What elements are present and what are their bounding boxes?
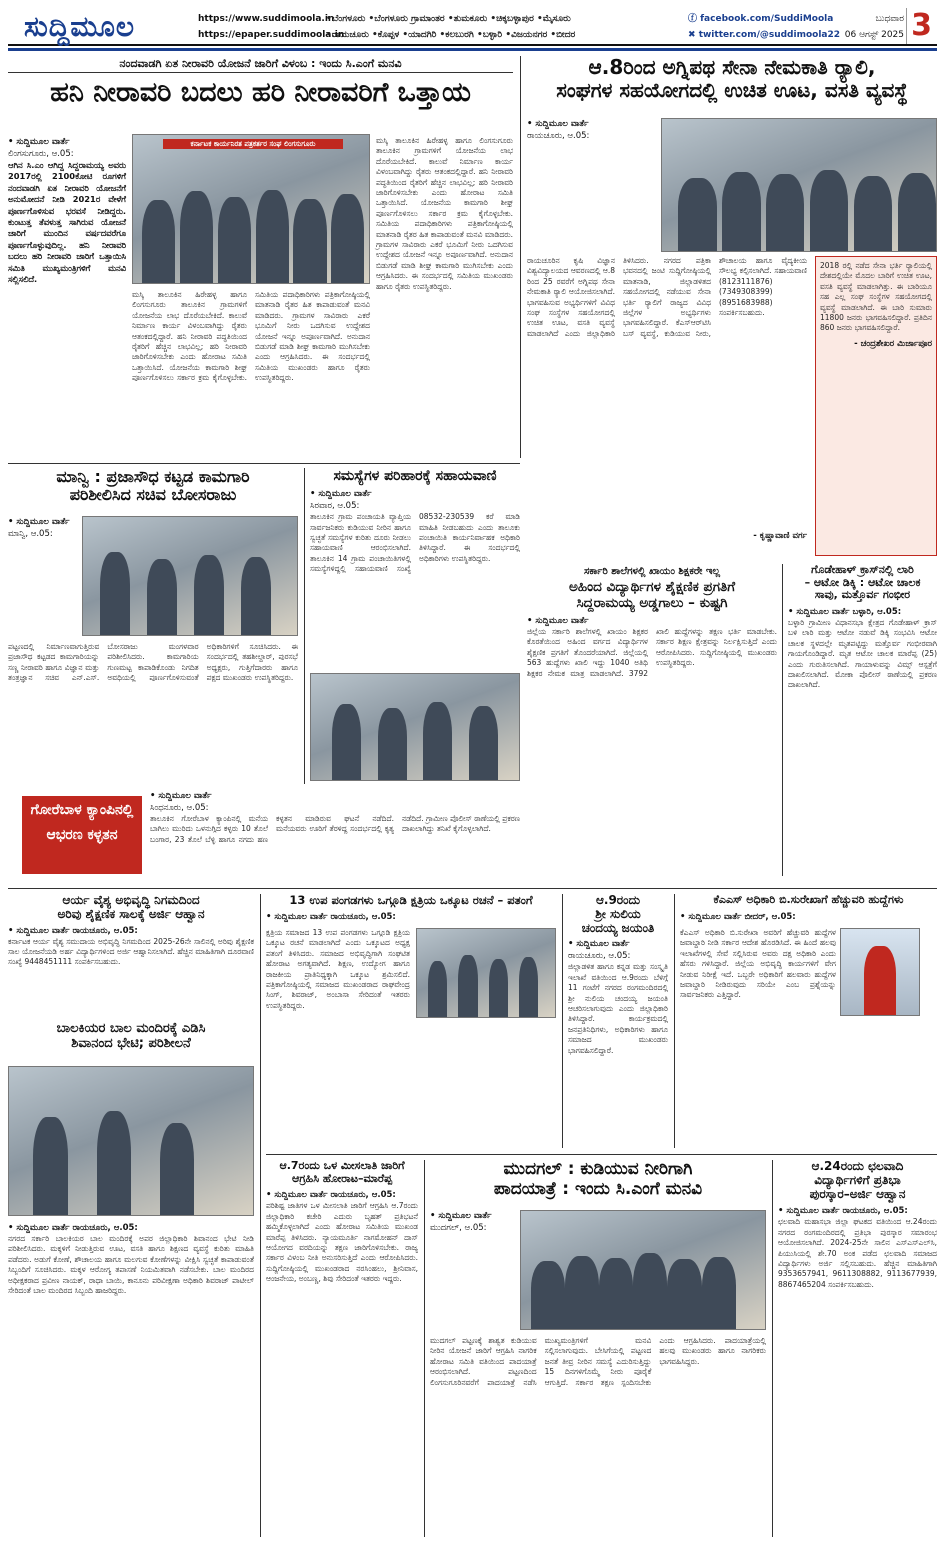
balakiyara-headline-2[interactable]: ಶಿವಾನಂದ ಭೇಟಿ; ಪರಿಶೀಲನೆ	[71, 1035, 191, 1051]
olamisalati-body: ಪರಿಶಿಷ್ಟ ಜಾತಿಗಳ ಒಳ ಮೀಸಲಾತಿ ಜಾರಿಗೆ ಆಗ್ರಹಿಸಿ ಆ.7ರಂದು ಜಿಲ್ಲಾಧಿಕಾರಿ ಕಚೇರಿ ಎದುರು ಬೃಹತ್ ಪ್ರತಿಭಟನೆ ಹಮ್ಮಿಕೊಳ್ಳಲಾಗಿದೆ ಎಂದು ಹೋರಾಟ ಸಮಿತಿಯ ಮುಖಂಡ ಮಾರೆಪ್ಪ ತಿಳಿಸಿದರು. ನ್ಯಾಯಮೂರ್ತಿ ನಾಗಮೋಹನ್ ದಾಸ್ ಆಯೋಗದ ವರದಿಯನ್ನು ತಕ್ಷಣ ಜಾರಿಗೊಳಿಸಬೇಕು. ರಾಜ್ಯ ಸರ್ಕಾರ ವಿಳಂಬ ನೀತಿ ಅನುಸರಿಸುತ್ತಿದೆ ಎಂದು ಆರೋಪಿಸಿದರು. ಸುದ್ದಿಗೋಷ್ಠಿಯಲ್ಲಿ ಮುಖಂಡರಾದ ನರಸಿಂಹಲು, ಶ್ರೀನಿವಾಸ, ಆಂಜನೇಯ, ಅಂಬಣ್ಣ, ಶಿವು ಸೇರಿದಂತೆ ಇತರರು ಇದ್ದರು.	[266, 1201, 418, 1284]
kas-story	[680, 894, 937, 1148]
olamisalati-byline: • ಸುದ್ದಿಮೂಲ ವಾರ್ತೆ ರಾಯಚೂರು, ಆ.05:	[266, 1190, 396, 1201]
agnipath-photo[interactable]	[661, 118, 937, 252]
helpline-byline: • ಸುದ್ದಿಮೂಲ ವಾರ್ತೆ	[310, 489, 372, 500]
saliya-byline: • ಸುದ್ದಿಮೂಲ ವಾರ್ತೆ	[568, 939, 630, 950]
arya-body: ಕರ್ನಾಟಕ ಆರ್ಯ ವೈಶ್ಯ ಸಮುದಾಯ ಅಭಿವೃದ್ಧಿ ನಿಗಮದಿಂದ 2025-26ನೇ ಸಾಲಿನಲ್ಲಿ ಅರಿವು ಶೈಕ್ಷಣಿಕ ಸಾಲ ಯೋಜನೆಯಡಿ ಅರ್ಹ ವಿದ್ಯಾರ್ಥಿಗಳಿಂದ ಅರ್ಜಿ ಆಹ್ವಾನಿಸಲಾಗಿದೆ. ಹೆಚ್ಚಿನ ಮಾಹಿತಿಗಾಗಿ ದೂರವಾಣಿ ಸಂಖ್ಯೆ 9448451111 ಸಂಪರ್ಕಿಸಬಹುದು.	[8, 936, 254, 967]
kas-portrait[interactable]	[840, 928, 920, 1016]
gorebal-body: ತಾಲೂಕಿನ ಗೋರೆಬಾಳ ಕ್ಯಾಂಪಿನಲ್ಲಿ ಮನೆಯ ಬಾಗಿಲು ಮುರಿದು ಒಳನುಗ್ಗಿದ ಕಳ್ಳರು 10 ತೊಲೆ ಬಂಗಾರ, 23 ತೊಲೆ ಬೆಳ್ಳಿ ಹಾಗೂ ನಗದು ಹಣ ಕಳ್ಳತನ ಮಾಡಿರುವ ಘಟನೆ ನಡೆದಿದೆ. ಮನೆಯವರು ಊರಿಗೆ ತೆರಳಿದ್ದ ಸಂದರ್ಭದಲ್ಲಿ ಕೃತ್ಯ ನಡೆದಿದೆ. ಗ್ರಾಮೀಣ ಪೊಲೀಸ್ ಠಾಣೆಯಲ್ಲಿ ಪ್ರಕರಣ ದಾಖಲಾಗಿದ್ದು ತನಿಖೆ ಕೈಗೊಳ್ಳಲಾಗಿದೆ.	[150, 814, 520, 844]
olamisalati-headline-1[interactable]: ಆ.7ರಂದು ಒಳ ಮೀಸಲಾತಿ ಜಾರಿಗೆ	[279, 1160, 405, 1172]
agnipath-body: ರಾಯಚೂರಿನ ಕೃಷಿ ವಿಜ್ಞಾನ ವಿಶ್ವವಿದ್ಯಾಲಯದ ಆವರಣದಲ್ಲಿ ಆ.8 ರಿಂದ 25 ರವರೆಗೆ ಅಗ್ನಿಪಥ ಸೇನಾ ನೇಮಕಾತಿ ರ್‍ಯಾಲಿ ಆಯೋಜಿಸಲಾಗಿದೆ. ಭಾಗವಹಿಸುವ ಅಭ್ಯರ್ಥಿಗಳಿಗೆ ವಿವಿಧ ಸಂಘ ಸಂಸ್ಥೆಗಳ ಸಹಯೋಗದಲ್ಲಿ ಉಚಿತ ಊಟ, ವಸತಿ ವ್ಯವಸ್ಥೆ ಮಾಡಲಾಗಿದೆ ಎಂದು ಜಿಲ್ಲಾಧಿಕಾರಿ ತಿಳಿಸಿದರು. ನಗರದ ಪತ್ರಿಕಾ ಭವನದಲ್ಲಿ ಜಂಟಿ ಸುದ್ದಿಗೋಷ್ಠಿಯಲ್ಲಿ ಮಾತನಾಡಿ, ಜಿಲ್ಲಾಡಳಿತದ ಸಹಯೋಗದಲ್ಲಿ ನಡೆಯುವ ಸೇನಾ ಭರ್ತಿ ರ್‍ಯಾಲಿಗೆ ರಾಜ್ಯದ ವಿವಿಧ ಜಿಲ್ಲೆಗಳ ಅಭ್ಯರ್ಥಿಗಳು ಭಾಗವಹಿಸಲಿದ್ದಾರೆ. ಕೆಎಸ್ಆರ್‌ಟಿಸಿ ಬಸ್ ವ್ಯವಸ್ಥೆ, ಕುಡಿಯುವ ನೀರು, ಶೌಚಾಲಯ ಹಾಗೂ ವೈದ್ಯಕೀಯ ಸೌಲಭ್ಯ ಕಲ್ಪಿಸಲಾಗಿದೆ. ಸಹಾಯವಾಣಿ (8123111876) (7349308399) (8951683988) ಸಂಪರ್ಕಿಸಬಹುದು.	[527, 256, 807, 338]
manvi-body: ಪಟ್ಟಣದಲ್ಲಿ ನಿರ್ಮಾಣವಾಗುತ್ತಿರುವ ಪ್ರಜಾಸೌಧ ಕಟ್ಟಡದ ಕಾಮಗಾರಿಯನ್ನು ಸಣ್ಣ ನೀರಾವರಿ ಹಾಗೂ ವಿಜ್ಞಾನ ಮತ್ತು ತಂತ್ರಜ್ಞಾನ ಸಚಿವ ಎನ್.ಎಸ್. ಬೋಸರಾಜು ಮಂಗಳವಾರ ಪರಿಶೀಲಿಸಿದರು. ಕಾಮಗಾರಿಯ ಗುಣಮಟ್ಟ ಕಾಪಾಡಿಕೊಂಡು ನಿಗದಿತ ಅವಧಿಯಲ್ಲಿ ಪೂರ್ಣಗೊಳಿಸುವಂತೆ ಅಧಿಕಾರಿಗಳಿಗೆ ಸೂಚಿಸಿದರು. ಈ ಸಂದರ್ಭದಲ್ಲಿ ತಹಶೀಲ್ದಾರ್, ಪುರಸಭೆ ಅಧ್ಯಕ್ಷರು, ಗುತ್ತಿಗೆದಾರರು ಹಾಗೂ ಪಕ್ಷದ ಮುಖಂಡರು ಉಪಸ್ಥಿತರಿದ್ದರು.	[8, 642, 298, 683]
balakiyara-headline-1[interactable]: ಬಾಲಕಿಯರ ಬಾಲ ಮಂದಿರಕ್ಕೆ ಎಡಿಸಿ	[56, 1022, 206, 1036]
helpline-story	[310, 468, 520, 784]
mudagal-body: ಮುದಗಲ್ ಪಟ್ಟಣಕ್ಕೆ ಶಾಶ್ವತ ಕುಡಿಯುವ ನೀರಿನ ಯೋಜನೆ ಜಾರಿಗೆ ಆಗ್ರಹಿಸಿ ನಾಗರಿಕ ಹೋರಾಟ ಸಮಿತಿ ವತಿಯಿಂದ ಪಾದಯಾತ್ರೆ ಆರಂಭಿಸಲಾಗಿದೆ. ಪಟ್ಟಣದಿಂದ ಲಿಂಗಸುಗೂರಿನವರೆಗೆ ಪಾದಯಾತ್ರೆ ನಡೆಸಿ ಮುಖ್ಯಮಂತ್ರಿಗಳಿಗೆ ಮನವಿ ಸಲ್ಲಿಸಲಾಗುವುದು. ಬೇಸಿಗೆಯಲ್ಲಿ ಪಟ್ಟಣದ ಜನತೆ ತೀವ್ರ ನೀರಿನ ಸಮಸ್ಯೆ ಎದುರಿಸುತ್ತಿದ್ದು 15 ದಿನಗಳಿಗೊಮ್ಮೆ ನೀರು ಪೂರೈಕೆ ಆಗುತ್ತಿದೆ. ಸರ್ಕಾರ ತಕ್ಷಣ ಸ್ಪಂದಿಸಬೇಕು ಎಂದು ಆಗ್ರಹಿಸಿದರು. ಪಾದಯಾತ್ರೆಯಲ್ಲಿ ಹಲವು ಮುಖಂಡರು ಹಾಗೂ ನಾಗರಿಕರು ಭಾಗವಹಿಸಿದ್ದರು.	[430, 1336, 766, 1387]
saliya-headline-2[interactable]: ಶ್ರೀ ಸುಲಿಯ	[595, 906, 641, 921]
helpline-body: ತಾಲೂಕಿನ ಗ್ರಾಮ ಪಂಚಾಯತಿ ವ್ಯಾಪ್ತಿಯ ಸಾರ್ವಜನಿಕರು ಕುಡಿಯುವ ನೀರಿನ ಹಾಗೂ ಸ್ವಚ್ಛತೆ ಸಮಸ್ಯೆಗಳ ಕುರಿತು ದೂರು ನೀಡಲು ಸಹಾಯವಾಣಿ ಆರಂಭಿಸಲಾಗಿದೆ. ತಾಲೂಕಿನ 14 ಗ್ರಾಮ ಪಂಚಾಯಿತಿಗಳಲ್ಲಿ ಸಮಸ್ಯೆಗಳಿದ್ದಲ್ಲಿ ಸಹಾಯವಾಣಿ ಸಂಖ್ಯೆ 08532-230539 ಕರೆ ಮಾಡಿ ಮಾಹಿತಿ ನೀಡಬಹುದು ಎಂದು ತಾಲೂಕು ಪಂಚಾಯಿತಿ ಕಾರ್ಯನಿರ್ವಾಹಕ ಅಧಿಕಾರಿ ತಿಳಿಸಿದ್ದಾರೆ. ಈ ಸಂದರ್ಭದಲ್ಲಿ ಅಧಿಕಾರಿಗಳು ಉಪಸ್ಥಿತರಿದ್ದರು.	[310, 512, 520, 574]
prathibha-headline-1[interactable]: ಆ.24ರಂದು ಛಲವಾದಿ	[811, 1160, 904, 1173]
manvi-headline-1[interactable]: ಮಾನ್ವಿ : ಪ್ರಜಾಸೌಧ ಕಟ್ಟಡ ಕಾಮಗಾರಿ	[56, 468, 250, 486]
gorebal-byline: • ಸುದ್ದಿಮೂಲ ವಾರ್ತೆ	[150, 791, 212, 801]
kshatriya-story	[266, 894, 556, 1148]
column-rule	[520, 56, 521, 458]
epaper-link[interactable]: https://epaper.suddimoola.in	[198, 30, 345, 40]
gorebal-place: ಸಿಂಧನೂರು, ಆ.05:	[150, 803, 209, 813]
accident-headline-3[interactable]: ಸಾವು, ಮತ್ತೊರ್ವ ಗಂಭೀರ	[814, 588, 911, 602]
saliya-body: ಜಿಲ್ಲಾಡಳಿತ ಹಾಗೂ ಕನ್ನಡ ಮತ್ತು ಸಂಸ್ಕೃತಿ ಇಲಾಖೆ ವತಿಯಿಂದ ಆ.9ರಂದು ಬೆಳಿಗ್ಗೆ 11 ಗಂಟೆಗೆ ನಗರದ ರಂಗಮಂದಿರದಲ್ಲಿ ಶ್ರೀ ನುಲಿಯ ಚಂದಯ್ಯ ಜಯಂತಿ ಆಚರಿಸಲಾಗುವುದು ಎಂದು ಜಿಲ್ಲಾಧಿಕಾರಿ ತಿಳಿಸಿದ್ದಾರೆ. ಕಾರ್ಯಕ್ರಮದಲ್ಲಿ ಜನಪ್ರತಿನಿಧಿಗಳು, ಅಧಿಕಾರಿಗಳು ಹಾಗೂ ಸಮಾಜದ ಮುಖಂಡರು ಭಾಗವಹಿಸಲಿದ್ದಾರೆ.	[568, 962, 668, 1055]
accident-story	[788, 564, 937, 876]
masthead-rule	[8, 48, 937, 51]
agnipath-signature: - ಕೃಷ್ಣಾವಾಣಿ ವರ್ಗ	[753, 531, 807, 541]
helpline-headline[interactable]: ಸಮಸ್ಯೆಗಳ ಪರಿಹಾರಕ್ಕೆ ಸಹಾಯವಾಣಿ	[333, 468, 497, 484]
kshatriya-body: ಕ್ಷತ್ರಿಯ ಸಮಾಜದ 13 ಉಪ ಪಂಗಡಗಳು ಒಗ್ಗೂಡಿ ಕ್ಷತ್ರಿಯ ಒಕ್ಕೂಟ ರಚನೆ ಮಾಡಲಾಗಿದೆ ಎಂದು ಒಕ್ಕೂಟದ ಅಧ್ಯಕ್ಷ ಪತಂಗೆ ತಿಳಿಸಿದರು. ಸಮಾಜದ ಅಭಿವೃದ್ಧಿಗಾಗಿ ಸಂಘಟಿತ ಹೋರಾಟ ಅಗತ್ಯವಾಗಿದೆ. ಶಿಕ್ಷಣ, ಉದ್ಯೋಗ ಹಾಗೂ ರಾಜಕೀಯ ಪ್ರಾತಿನಿಧ್ಯಕ್ಕಾಗಿ ಒಕ್ಕೂಟ ಶ್ರಮಿಸಲಿದೆ. ಪತ್ರಿಕಾಗೋಷ್ಠಿಯಲ್ಲಿ ಸಮಾಜದ ಮುಖಂಡರಾದ ರಾಘವೇಂದ್ರ ಸಿಂಗ್, ಶಿವರಾಜ್, ಅಂಬಾಸಾ ಸೇರಿದಂತೆ ಇತರರು ಉಪಸ್ಥಿತರಿದ್ದರು.	[266, 928, 410, 1010]
accident-body: ಬಳ್ಳಾರಿ ಗ್ರಾಮೀಣ ವಿಧಾನಸಭಾ ಕ್ಷೇತ್ರದ ಗೊಡೇಹಾಳ್ ಕ್ರಾಸ್ ಬಳಿ ಲಾರಿ ಮತ್ತು ಆಟೋ ನಡುವೆ ಡಿಕ್ಕಿ ಸಂಭವಿಸಿ ಆಟೋ ಚಾಲಕ ಸ್ಥಳದಲ್ಲೇ ಮೃತಪಟ್ಟಿದ್ದು ಮತ್ತೊರ್ವ ಗಂಭೀರವಾಗಿ ಗಾಯಗೊಂಡಿದ್ದಾರೆ. ಮೃತ ಆಟೋ ಚಾಲಕ ಮಾರೆಪ್ಪ (25) ಎಂದು ಗುರುತಿಸಲಾಗಿದೆ. ಗಾಯಾಳುವನ್ನು ವಿಮ್ಸ್ ಆಸ್ಪತ್ರೆಗೆ ದಾಖಲಿಸಲಾಗಿದೆ. ಮೋಕಾ ಪೊಲೀಸ್ ಠಾಣೆಯಲ್ಲಿ ಪ್ರಕರಣ ದಾಖಲಾಗಿದೆ.	[788, 617, 937, 690]
issue-date-text: 06 ಆಗಸ್ಟ್ 2025	[844, 30, 904, 40]
column-rule	[424, 1160, 425, 1537]
lead-headline[interactable]: ಹನಿ ನೀರಾವರಿ ಬದಲು ಹರಿ ನೀರಾವರಿಗೆ ಒತ್ತಾಯ	[50, 77, 471, 108]
accident-headline-2[interactable]: – ಆಟೋ ಡಿಕ್ಕಿ : ಆಟೋ ಚಾಲಕ	[804, 575, 921, 589]
arya-byline: • ಸುದ್ದಿಮೂಲ ವಾರ್ತೆ ರಾಯಚೂರು, ಆ.05:	[8, 925, 138, 936]
issue-date	[840, 11, 904, 43]
agnipath-byline: • ಸುದ್ದಿಮೂಲ ವಾರ್ತೆ	[527, 119, 589, 129]
kshatriya-headline[interactable]: 13 ಉಪ ಪಂಗಡಗಳು ಒಗ್ಗೂಡಿ ಕ್ಷತ್ರಿಯ ಒಕ್ಕೂಟ ರಚನೆ – ಪತಂಗೆ	[289, 894, 533, 907]
mudagal-headline-2[interactable]: ಪಾದಯಾತ್ರೆ : ಇಂದು ಸಿ.ಎಂಗೆ ಮನವಿ	[493, 1178, 703, 1199]
manvi-headline-2[interactable]: ಪರಿಶೀಲಿಸಿದ ಸಚಿವ ಬೋಸರಾಜು	[69, 485, 237, 505]
facebook-link[interactable]: ⓕ facebook.com/SuddiMoola	[688, 14, 834, 24]
teachers-story	[527, 564, 777, 876]
agnipath-place: ರಾಯಚೂರು, ಆ.05:	[527, 131, 590, 141]
saliya-headline-3[interactable]: ಚಂದಯ್ಯ ಜಯಂತಿ	[581, 920, 655, 935]
balakiyara-text	[8, 1222, 254, 1296]
lead-photo[interactable]	[132, 134, 370, 284]
column-rule	[304, 468, 305, 784]
prathibha-headline-3[interactable]: ಪುರಸ್ಕಾರ–ಅರ್ಜಿ ಆಹ್ವಾನ	[809, 1186, 906, 1201]
balakiyara-byline: • ಸುದ್ದಿಮೂಲ ವಾರ್ತೆ ರಾಯಚೂರು, ಆ.05:	[8, 1223, 138, 1233]
mudagal-place: ಮುದಗಲ್, ಆ.05:	[430, 1223, 487, 1233]
arya-story	[8, 894, 254, 1018]
teachers-headline-1[interactable]: ಅಹಿಂದ ವಿದ್ಯಾರ್ಥಿಗಳ ಶೈಕ್ಷಣಿಕ ಪ್ರಗತಿಗೆ	[568, 579, 736, 595]
gorebal-text	[150, 790, 520, 880]
edition-cities-line-2: •ರಾಯಚೂರು •ಕೊಪ್ಪಳ •ಯಾದಗಿರಿ •ಕಲಬುರಗಿ •ಬಳ್ಳಾರಿ •ವಿಜಯನಗರ •ಬೀದರ	[326, 30, 576, 40]
edition-cities	[326, 11, 686, 43]
masthead	[8, 8, 937, 46]
website-link[interactable]: https://www.suddimoola.in	[198, 14, 335, 24]
lead-intro: ಆಗಿನ ಸಿ.ಎಂ ಆಗಿದ್ದ ಸಿದ್ದರಾಮಯ್ಯ ಅವರು 2017ರಲ್ಲಿ 2100ಕೋಟಿ ರೂಗಳಿಗೆ ನಂದವಾಡಗಿ ಏತ ನೀರಾವರಿ ಯೋಜನೆಗೆ ಅನುಮೋದನೆ ನೀಡಿ 2021ರ ವೇಳೆಗೆ ಪೂರ್ಣಗೊಳಿಸುವ ಭರವಸೆ ನೀಡಿದ್ದರು. ಕುಂಟುತ್ತ ತೆವಳುತ್ತ ಸಾಗಿರುವ ಯೋಜನೆ ಜಾರಿಗೆ ಮುಂದಿನ ವರ್ಷದವರೆಗೂ ಪೂರ್ಣಗೊಳ್ಳುವುದಿಲ್ಲ. ಹನಿ ನೀರಾವರಿ ಬದಲು ಹರಿ ನೀರಾವರಿ ಜಾರಿಗೆ ಒತ್ತಾಯಿಸಿ ಸಮಿತಿ ಮುಖ್ಯಮಂತ್ರಿಗಳಿಗೆ ಮನವಿ ಸಲ್ಲಿಸಲಿದೆ.	[8, 160, 126, 285]
column-rule	[562, 894, 563, 1148]
issue-weekday: ಬುಧವಾರ	[875, 14, 904, 24]
lead-body-lower: ಮಸ್ಕಿ ತಾಲೂಕಿನ ಹಿರೇಹಳ್ಳ ಹಾಗೂ ಲಿಂಗಸುಗೂರು ತಾಲೂಕಿನ ಗ್ರಾಮಗಳಿಗೆ ಯೋಜನೆಯ ಲಾಭ ದೊರೆಯಬೇಕಿದೆ. ಕಾಲುವೆ ನಿರ್ಮಾಣ ಕಾರ್ಯ ವಿಳಂಬವಾಗಿದ್ದು ರೈತರು ಆತಂಕದಲ್ಲಿದ್ದಾರೆ. ಹನಿ ನೀರಾವರಿ ಪದ್ಧತಿಯಿಂದ ರೈತರಿಗೆ ಹೆಚ್ಚಿನ ಲಾಭವಿಲ್ಲ; ಹರಿ ನೀರಾವರಿ ಜಾರಿಗೊಳಿಸಬೇಕು ಎಂದು ಹೋರಾಟ ಸಮಿತಿ ಒತ್ತಾಯಿಸಿದೆ. ಯೋಜನೆಯ ಕಾಮಗಾರಿ ಶೀಘ್ರ ಪೂರ್ಣಗೊಳಿಸಲು ಸರ್ಕಾರ ಕ್ರಮ ಕೈಗೊಳ್ಳಬೇಕು. ಸಮಿತಿಯ ಪದಾಧಿಕಾರಿಗಳು ಪತ್ರಿಕಾಗೋಷ್ಠಿಯಲ್ಲಿ ಮಾತನಾಡಿ ರೈತರ ಹಿತ ಕಾಪಾಡುವಂತೆ ಮನವಿ ಮಾಡಿದರು. ಗ್ರಾಮಗಳ ಸಾವಿರಾರು ಎಕರೆ ಭೂಮಿಗೆ ನೀರು ಒದಗಿಸುವ ಉದ್ದೇಶದ ಯೋಜನೆ ಇನ್ನೂ ಅಪೂರ್ಣವಾಗಿದೆ. ಅನುದಾನ ಬಿಡುಗಡೆ ಮಾಡಿ ಶೀಘ್ರ ಕಾಮಗಾರಿ ಮುಗಿಸಬೇಕು ಎಂದು ಆಗ್ರಹಿಸಿದರು. ಈ ಸಂದರ್ಭದಲ್ಲಿ ಸಮಿತಿಯ ಮುಖಂಡರು ಹಾಗೂ ರೈತರು ಉಪಸ್ಥಿತರಿದ್ದರು.	[132, 290, 370, 383]
prathibha-headline-2[interactable]: ವಿದ್ಯಾರ್ಥಿಗಳಿಗೆ ಪ್ರತಿಭಾ	[814, 1172, 901, 1187]
kas-byline: • ಸುದ್ದಿಮೂಲ ವಾರ್ತೆ ಬೀದರ್, ಆ.05:	[680, 911, 796, 922]
teachers-headline-2[interactable]: ಸಿದ್ದರಾಮಯ್ಯ ಅಡ್ಡಗಾಲು – ಕುಷ್ಟಗಿ	[576, 594, 728, 611]
balakiyara-story	[8, 1022, 254, 1537]
olamisalati-headline-2[interactable]: ಆಗ್ರಹಿಸಿ ಹೋರಾಟ–ಮಾರೆಪ್ಪ	[291, 1171, 393, 1185]
page-number: 3	[906, 8, 936, 44]
gorebal-story	[8, 790, 520, 882]
arya-headline-1[interactable]: ಆರ್ಯ ವೈಶ್ಯ ಅಭಿವೃದ್ಧಿ ನಿಗಮದಿಂದ	[62, 894, 200, 907]
kshatriya-photo[interactable]	[416, 928, 556, 1018]
social-links	[688, 11, 840, 43]
agnipath-inset-body: 2018 ರಲ್ಲಿ ನಡೆದ ಸೇನಾ ಭರ್ತಿ ರ್‍ಯಾಲಿಯಲ್ಲಿ ದೇಶದಲ್ಲಿಯೇ ಮೊದಲ ಬಾರಿಗೆ ಉಚಿತ ಊಟ, ವಸತಿ ವ್ಯವಸ್ಥೆ ಮಾಡಲಾಗಿತ್ತು. ಈ ಬಾರಿಯೂ ಸಹ ಎಲ್ಲ ಸಂಘ ಸಂಸ್ಥೆಗಳ ಸಹಯೋಗದಲ್ಲಿ ವ್ಯವಸ್ಥೆ ಮಾಡಲಾಗಿದೆ. ಈ ಬಾರಿ ಸುಮಾರು 11800 ಜನರು ಭಾಗವಹಿಸಲಿದ್ದಾರೆ. ಪ್ರತಿದಿನ 860 ಜನರು ಭಾಗವಹಿಸಲಿದ್ದಾರೆ.	[820, 261, 932, 333]
lead-photo-banner: ಕರ್ನಾಟಕ ಕಾರ್ಯನಿರತ ಪತ್ರಕರ್ತರ ಸಂಘ ಲಿಂಗಸುಗೂರು	[163, 139, 343, 149]
lead-story	[8, 56, 513, 458]
twitter-icon: ✖	[688, 30, 699, 40]
gorebal-headline-box[interactable]: ಗೋರೆಬಾಳ ಕ್ಯಾಂಪಿನಲ್ಲಿ ಆಭರಣ ಕಳ್ಳತನ	[22, 796, 142, 874]
manvi-place: ಮಾನ್ವಿ, ಆ.05:	[8, 529, 53, 539]
balakiyara-body: ನಗರದ ಸರ್ಕಾರಿ ಬಾಲಕಿಯರ ಬಾಲ ಮಂದಿರಕ್ಕೆ ಅಪರ ಜಿಲ್ಲಾಧಿಕಾರಿ ಶಿವಾನಂದ ಭೇಟಿ ನೀಡಿ ಪರಿಶೀಲಿಸಿದರು. ಮಕ್ಕಳಿಗೆ ನೀಡುತ್ತಿರುವ ಊಟ, ವಸತಿ ಹಾಗೂ ಶಿಕ್ಷಣದ ವ್ಯವಸ್ಥೆ ಕುರಿತು ಮಾಹಿತಿ ಪಡೆದರು. ಅಡುಗೆ ಕೋಣೆ, ಶೌಚಾಲಯ ಹಾಗೂ ಮಲಗುವ ಕೋಣೆಗಳನ್ನು ವೀಕ್ಷಿಸಿ ಸ್ವಚ್ಛತೆ ಕಾಪಾಡುವಂತೆ ಸಿಬ್ಬಂದಿಗೆ ಸೂಚಿಸಿದರು. ಮಕ್ಕಳ ಆರೋಗ್ಯ ತಪಾಸಣೆ ನಿಯಮಿತವಾಗಿ ನಡೆಸಬೇಕು. ಬಾಲ ಮಂದಿರದ ಅಧೀಕ್ಷಕರಾದ ಪ್ರವೀಣ ನಾಯಕ್, ರಾಧಾ ಬಾಯಿ, ಕಾನೂನು ಪರಿವೀಕ್ಷಣಾ ಅಧಿಕಾರಿ ಶಿವರಾಜ್ ಪಾಟೀಲ್ ಸೇರಿದಂತೆ ಬಾಲ ಮಂದಿರದ ಸಿಬ್ಬಂದಿ ಹಾಜರಿದ್ದರು.	[8, 1234, 254, 1296]
saliya-place: ರಾಯಚೂರು, ಆ.05:	[568, 951, 631, 962]
column-rule	[782, 564, 783, 876]
column-rule	[772, 1160, 773, 1537]
section-rule	[8, 888, 937, 889]
twitter-link[interactable]: ✖ twitter.com/@suddimoola22	[688, 30, 841, 40]
helpline-place: ಸಿರವಾರ, ಆ.05:	[310, 501, 360, 512]
kas-headline[interactable]: ಕೆಎಎಸ್ ಅಧಿಕಾರಿ ಬಿ.ಸುರೇಖಾಗೆ ಹೆಚ್ಚುವರಿ ಹುದ್ದೆಗಳು	[713, 894, 904, 906]
olamisalati-story	[266, 1160, 418, 1537]
prathibha-story	[778, 1160, 937, 1537]
manvi-photo[interactable]	[82, 516, 298, 636]
kshatriya-byline: • ಸುದ್ದಿಮೂಲ ವಾರ್ತೆ ರಾಯಚೂರು, ಆ.05:	[266, 912, 396, 923]
accident-headline-1[interactable]: ಗೊಡೇಹಾಳ್ ಕ್ರಾಸ್‌ನಲ್ಲಿ ಲಾರಿ	[811, 564, 914, 576]
mudagal-lead-column	[430, 1210, 516, 1234]
agnipath-lead-column	[527, 118, 657, 142]
prathibha-body: ಛಲವಾದಿ ಮಹಾಸಭಾ ಜಿಲ್ಲಾ ಘಟಕದ ವತಿಯಿಂದ ಆ.24ರಂದು ನಗರದ ರಂಗಮಂದಿರದಲ್ಲಿ ಪ್ರತಿಭಾ ಪುರಸ್ಕಾರ ಸಮಾರಂಭ ಆಯೋಜಿಸಲಾಗಿದೆ. 2024-25ನೇ ಸಾಲಿನ ಎಸ್ಎಸ್ಎಲ್‌ಸಿ, ಪಿಯುಸಿಯಲ್ಲಿ ಶೇ.70 ಅಂಕ ಪಡೆದ ಛಲವಾದಿ ಸಮಾಜದ ವಿದ್ಯಾರ್ಥಿಗಳು ಅರ್ಜಿ ಸಲ್ಲಿಸಬಹುದು. ಹೆಚ್ಚಿನ ಮಾಹಿತಿಗಾಗಿ 9353657941, 9611308882, 9113677939, 8867465204 ಸಂಪರ್ಕಿಸಬಹುದು.	[778, 1217, 937, 1289]
arya-headline-2[interactable]: ಅರಿವು ಶೈಕ್ಷಣಿಕ ಸಾಲಕ್ಕೆ ಅರ್ಜಿ ಆಹ್ವಾನ	[57, 906, 205, 921]
mudagal-byline: • ಸುದ್ದಿಮೂಲ ವಾರ್ತೆ	[430, 1211, 492, 1221]
section-rule	[266, 1154, 937, 1155]
column-rule	[674, 894, 675, 1148]
mudagal-photo[interactable]	[520, 1210, 766, 1330]
lead-body-upper: ಮಸ್ಕಿ ತಾಲೂಕಿನ ಹಿರೇಹಳ್ಳ ಹಾಗೂ ಲಿಂಗಸುಗೂರು ತಾಲೂಕಿನ ಗ್ರಾಮಗಳಿಗೆ ಯೋಜನೆಯ ಲಾಭ ದೊರೆಯಬೇಕಿದೆ. ಕಾಲುವೆ ನಿರ್ಮಾಣ ಕಾರ್ಯ ವಿಳಂಬವಾಗಿದ್ದು ರೈತರು ಆತಂಕದಲ್ಲಿದ್ದಾರೆ. ಹನಿ ನೀರಾವರಿ ಪದ್ಧತಿಯಿಂದ ರೈತರಿಗೆ ಹೆಚ್ಚಿನ ಲಾಭವಿಲ್ಲ; ಹರಿ ನೀರಾವರಿ ಜಾರಿಗೊಳಿಸಬೇಕು ಎಂದು ಹೋರಾಟ ಸಮಿತಿ ಒತ್ತಾಯಿಸಿದೆ. ಯೋಜನೆಯ ಕಾಮಗಾರಿ ಶೀಘ್ರ ಪೂರ್ಣಗೊಳಿಸಲು ಸರ್ಕಾರ ಕ್ರಮ ಕೈಗೊಳ್ಳಬೇಕು. ಸಮಿತಿಯ ಪದಾಧಿಕಾರಿಗಳು ಪತ್ರಿಕಾಗೋಷ್ಠಿಯಲ್ಲಿ ಮಾತನಾಡಿ ರೈತರ ಹಿತ ಕಾಪಾಡುವಂತೆ ಮನವಿ ಮಾಡಿದರು. ಗ್ರಾಮಗಳ ಸಾವಿರಾರು ಎಕರೆ ಭೂಮಿಗೆ ನೀರು ಒದಗಿಸುವ ಉದ್ದೇಶದ ಯೋಜನೆ ಇನ್ನೂ ಅಪೂರ್ಣವಾಗಿದೆ. ಅನುದಾನ ಬಿಡುಗಡೆ ಮಾಡಿ ಶೀಘ್ರ ಕಾಮಗಾರಿ ಮುಗಿಸಬೇಕು ಎಂದು ಆಗ್ರಹಿಸಿದರು. ಈ ಸಂದರ್ಭದಲ್ಲಿ ಸಮಿತಿಯ ಮುಖಂಡರು ಹಾಗೂ ರೈತರು ಉಪಸ್ಥಿತರಿದ್ದರು.	[376, 136, 513, 291]
saliya-headline-1[interactable]: ಆ.9ರಂದು	[595, 894, 641, 907]
mudagal-headline-1[interactable]: ಮುದಗಲ್ : ಕುಡಿಯುವ ನೀರಿಗಾಗಿ	[503, 1160, 693, 1179]
agnipath-story	[527, 56, 937, 558]
prathibha-byline: • ಸುದ್ದಿಮೂಲ ವಾರ್ತೆ ರಾಯಚೂರು, ಆ.05:	[778, 1206, 908, 1217]
kas-body: ಕೆಎಎಸ್ ಅಧಿಕಾರಿ ಬಿ.ಸುರೇಖಾ ಅವರಿಗೆ ಹೆಚ್ಚುವರಿ ಹುದ್ದೆಗಳ ಜವಾಬ್ದಾರಿ ನೀಡಿ ಸರ್ಕಾರ ಆದೇಶ ಹೊರಡಿಸಿದೆ. ಈ ಹಿಂದೆ ಹಲವು ಇಲಾಖೆಗಳಲ್ಲಿ ಸೇವೆ ಸಲ್ಲಿಸಿರುವ ಅವರು ದಕ್ಷ ಅಧಿಕಾರಿ ಎಂದು ಹೆಸರು ಗಳಿಸಿದ್ದಾರೆ. ಜಿಲ್ಲೆಯ ಅಭಿವೃದ್ಧಿ ಕಾರ್ಯಗಳಿಗೆ ವೇಗ ನೀಡುವ ನಿರೀಕ್ಷೆ ಇದೆ. ಒಬ್ಬರೇ ಅಧಿಕಾರಿಗೆ ಹಲವಾರು ಹುದ್ದೆಗಳ ಜವಾಬ್ದಾರಿ ನೀಡಿರುವುದು ಸರಿಯೇ ಎಂಬ ಪ್ರಶ್ನೆಯನ್ನು ಸಾರ್ವಜನಿಕರು ಎತ್ತಿದ್ದಾರೆ.	[680, 928, 836, 1000]
lead-place: ಲಿಂಗಸುಗೂರು, ಆ.05:	[8, 149, 74, 159]
lead-intro-column	[8, 136, 126, 285]
manvi-lead-column	[8, 516, 78, 540]
agnipath-inset	[815, 256, 937, 556]
helpline-photo[interactable]	[310, 673, 520, 781]
section-rule	[8, 463, 520, 464]
column-rule	[260, 894, 261, 1537]
manvi-story	[8, 468, 298, 784]
teachers-body: ಜಿಲ್ಲೆಯ ಸರ್ಕಾರಿ ಶಾಲೆಗಳಲ್ಲಿ ಖಾಯಂ ಶಿಕ್ಷಕರ ಕೊರತೆಯಿಂದ ಅಹಿಂದ ವರ್ಗದ ವಿದ್ಯಾರ್ಥಿಗಳ ಶೈಕ್ಷಣಿಕ ಪ್ರಗತಿಗೆ ತೊಂದರೆಯಾಗಿದೆ. ಜಿಲ್ಲೆಯಲ್ಲಿ 563 ಹುದ್ದೆಗಳು ಖಾಲಿ ಇದ್ದು 1040 ಅತಿಥಿ ಶಿಕ್ಷಕರ ನೇಮಕ ಮಾತ್ರ ಮಾಡಲಾಗಿದೆ. 3792 ಖಾಲಿ ಹುದ್ದೆಗಳನ್ನು ತಕ್ಷಣ ಭರ್ತಿ ಮಾಡಬೇಕು. ಸರ್ಕಾರ ಶಿಕ್ಷಣ ಕ್ಷೇತ್ರವನ್ನು ನಿರ್ಲಕ್ಷಿಸುತ್ತಿದೆ ಎಂದು ಆರೋಪಿಸಿದರು. ಸುದ್ದಿಗೋಷ್ಠಿಯಲ್ಲಿ ಮುಖಂಡರು ಉಪಸ್ಥಿತರಿದ್ದರು.	[527, 627, 777, 678]
balakiyara-photo[interactable]	[8, 1066, 254, 1216]
manvi-byline: • ಸುದ್ದಿಮೂಲ ವಾರ್ತೆ	[8, 517, 70, 527]
saliya-story	[568, 894, 668, 1148]
agnipath-headline-2[interactable]: ಸಂಘಗಳ ಸಹಯೋಗದಲ್ಲಿ ಉಚಿತ ಊಟ, ವಸತಿ ವ್ಯವಸ್ಥೆ	[556, 78, 908, 102]
agnipath-inset-signature: - ಚಂದ್ರಶೇಖರ ಮಿರ್ಜಾಪೂರ	[854, 338, 932, 349]
website-links	[198, 11, 344, 43]
newspaper-page	[8, 8, 937, 1537]
teachers-byline: • ಸುದ್ದಿಮೂಲ ವಾರ್ತೆ	[527, 616, 589, 627]
facebook-icon: ⓕ	[688, 14, 701, 24]
agnipath-headline-1[interactable]: ಆ.8ರಿಂದ ಅಗ್ನಿಪಥ ಸೇನಾ ನೇಮಕಾತಿ ರ್‍ಯಾಲಿ,	[588, 56, 876, 79]
lead-byline: • ಸುದ್ದಿಮೂಲ ವಾರ್ತೆ	[8, 137, 70, 147]
mudagal-story	[430, 1160, 766, 1537]
accident-byline: • ಸುದ್ದಿಮೂಲ ವಾರ್ತೆ ಬಳ್ಳಾರಿ, ಆ.05:	[788, 606, 902, 617]
teachers-kicker: ಸರ್ಕಾರಿ ಶಾಲೆಗಳಲ್ಲಿ ಖಾಯಂ ಶಿಕ್ಷಕರೇ ಇಲ್ಲ	[583, 566, 721, 577]
lead-kicker: ನಂದವಾಡಗಿ ಏತ ನೀರಾವರಿ ಯೋಜನೆ ಜಾರಿಗೆ ವಿಳಂಬ : ಇಂದು ಸಿ.ಎಂಗೆ ಮನವಿ	[8, 56, 513, 73]
newspaper-logo[interactable]: ಸುದ್ದಿಮೂಲ	[24, 10, 136, 43]
edition-cities-line-1: •ಬೆಂಗಳೂರು •ಬೆಂಗಳೂರು ಗ್ರಾಮಾಂತರ •ತುಮಕೂರು •ಚಿಕ್ಕಬಳ್ಳಾಪುರ •ಮೈಸೂರು	[326, 14, 571, 24]
